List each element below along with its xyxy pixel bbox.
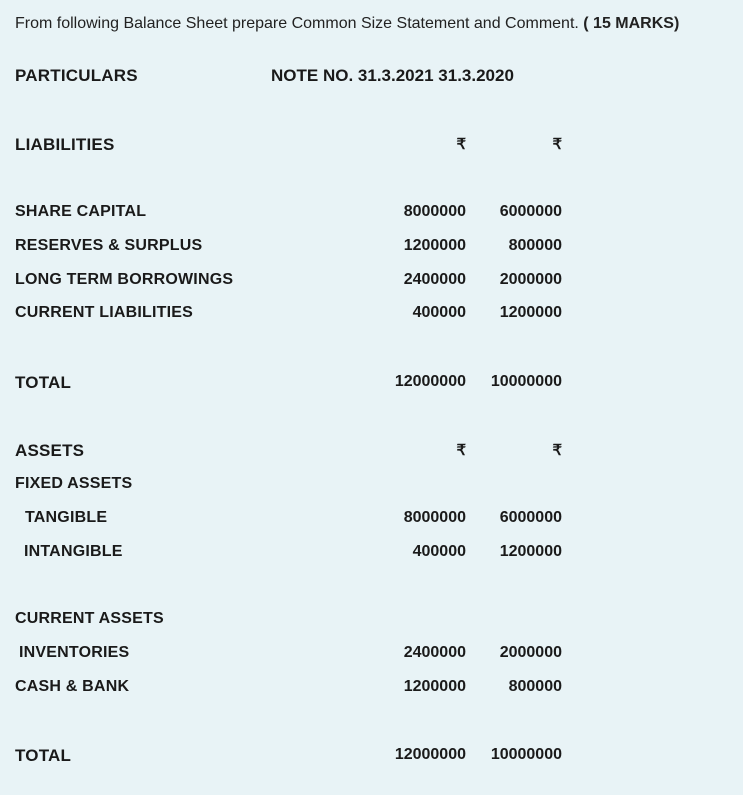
rupee-icon: ₹ <box>456 136 466 153</box>
row-label: INTANGIBLE <box>24 543 123 560</box>
question-marks: ( 15 MARKS) <box>583 15 680 32</box>
liabilities-title: LIABILITIES <box>15 135 115 154</box>
value-2020: 1200000 <box>499 543 562 560</box>
total-label: TOTAL <box>15 373 72 392</box>
value-2020: 6000000 <box>499 203 562 220</box>
liabilities-total-row <box>0 373 743 395</box>
rupee-icon: ₹ <box>552 442 562 459</box>
table-header-row <box>0 66 743 88</box>
rupee-icon: ₹ <box>552 136 562 153</box>
total-2020: 10000000 <box>490 746 562 763</box>
value-2020: 2000000 <box>499 644 562 661</box>
row-label: CURRENT LIABILITIES <box>15 304 194 321</box>
value-2021: 400000 <box>412 304 466 321</box>
value-2021: 1200000 <box>403 237 466 254</box>
row-label: SHARE CAPITAL <box>15 203 147 220</box>
total-2021: 12000000 <box>394 373 466 390</box>
fixed-assets-heading-row <box>0 475 743 497</box>
table-row <box>0 543 743 565</box>
rupee-icon: ₹ <box>456 442 466 459</box>
header-columns <box>271 66 514 86</box>
table-row <box>0 644 743 666</box>
row-label: TANGIBLE <box>25 509 108 526</box>
header-particulars: PARTICULARS <box>15 66 138 85</box>
value-2021: 400000 <box>412 543 466 560</box>
value-2021: 2400000 <box>403 271 466 288</box>
value-2020: 6000000 <box>499 509 562 526</box>
current-assets-title: CURRENT ASSETS <box>15 610 164 627</box>
row-label: CASH & BANK <box>15 678 130 695</box>
value-2021: 1200000 <box>403 678 466 695</box>
value-2020: 1200000 <box>499 304 562 321</box>
row-label: INVENTORIES <box>19 644 130 661</box>
table-row <box>0 509 743 531</box>
value-2020: 800000 <box>508 678 562 695</box>
table-row <box>0 304 743 326</box>
current-assets-heading-row <box>0 610 743 632</box>
table-row <box>0 678 743 700</box>
value-2020: 800000 <box>508 237 562 254</box>
header-year-2021: 31.3.2021 <box>357 66 434 85</box>
row-label: RESERVES & SURPLUS <box>15 237 203 254</box>
header-year-2020: 31.3.2020 <box>438 66 514 85</box>
row-label: LONG TERM BORROWINGS <box>15 271 234 288</box>
question-text <box>15 15 679 33</box>
fixed-assets-title: FIXED ASSETS <box>15 475 133 492</box>
question-body: From following Balance Sheet prepare Common Size Statement and Comment. <box>15 15 579 32</box>
assets-heading-row <box>0 441 743 463</box>
liabilities-heading-row <box>0 135 743 157</box>
table-row <box>0 237 743 259</box>
header-note-no: NOTE NO. <box>271 66 354 85</box>
total-2020: 10000000 <box>490 373 562 390</box>
value-2020: 2000000 <box>499 271 562 288</box>
table-row <box>0 271 743 293</box>
total-2021: 12000000 <box>394 746 466 763</box>
value-2021: 2400000 <box>403 644 466 661</box>
assets-total-row <box>0 746 743 768</box>
table-row <box>0 203 743 225</box>
value-2021: 8000000 <box>403 203 466 220</box>
total-label: TOTAL <box>15 746 72 765</box>
assets-title: ASSETS <box>15 441 85 460</box>
value-2021: 8000000 <box>403 509 466 526</box>
